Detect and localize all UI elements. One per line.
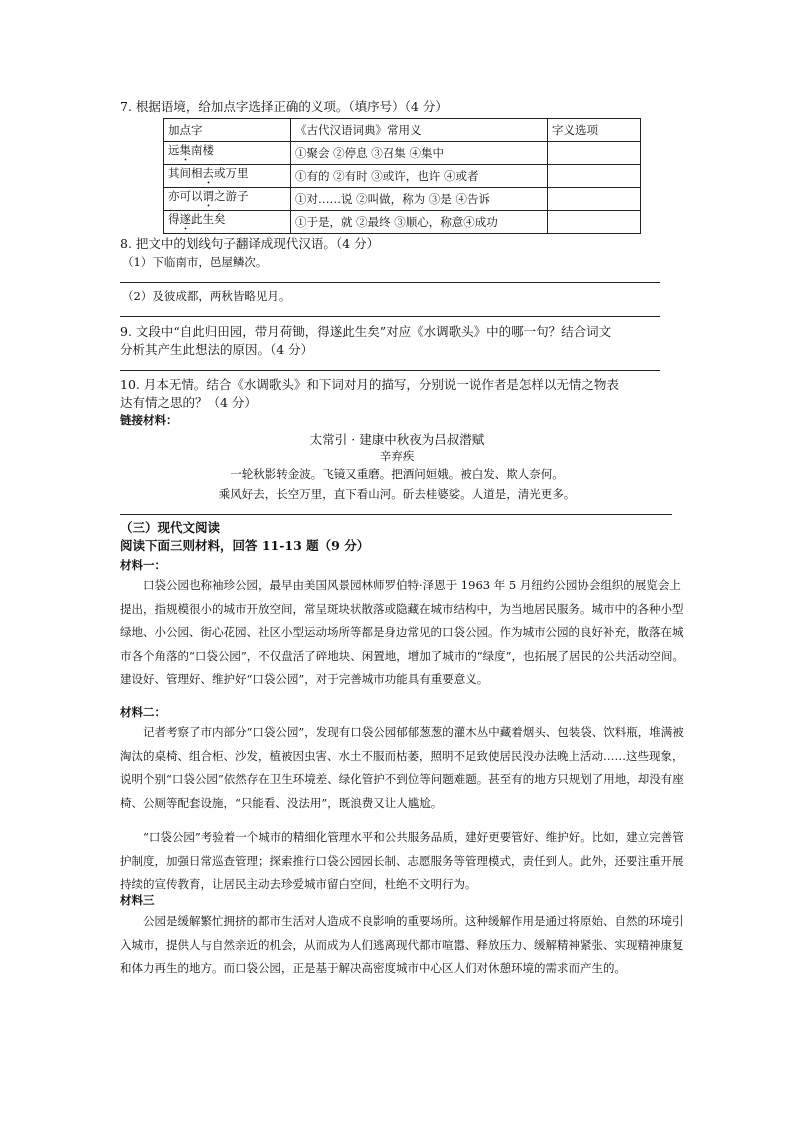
- q10-line-1: 10. 月本无情。结合《水调歌头》和下词对月的描写，分别说一说作者是怎样以无情之物表: [120, 377, 619, 392]
- q10-line-2: 达有情之思的？（4 分）: [120, 395, 257, 410]
- poem-line-1: 一轮秋影转金波。飞镜又重磨。把酒问姮娥。被白发、欺人奈何。: [230, 467, 564, 481]
- table-row: [164, 165, 641, 188]
- phrase-cell: 其间相去或万里: [164, 165, 291, 188]
- poem-author: 辛弃疾: [379, 449, 415, 463]
- section-instruction: 阅读下面三则材料，回答 11-13 题（9 分）: [120, 538, 370, 553]
- material-1-label: 材料一：: [120, 558, 166, 572]
- material-3-text: 公园是缓解繁忙拥挤的都市生活对人造成不良影响的重要场所。这种缓解作用是通过将原始、自然的环境引入城市，提供人与自然亲近的机会，从而成为人们逃离现代都市喧嚣、释放压力、缓解精神紧张、实现精神康复和体力再生的地方。而口袋公园，正是基于解决高密度城市中心区人们对休憩环境的需求而产生的。: [120, 914, 684, 975]
- q7-title: 7. 根据语境，给加点字选择正确的义项。（填序号）（4 分）: [120, 99, 448, 114]
- material-2-paragraph-2: “口袋公园”考验着一个城市的精细化管理水平和公共服务品质，建好更要管好、维护好。比如，建立完善管护制度，加强日常巡查管理；探索推行口袋公园园长制、志愿服务等管理模式，责任到人。此外，还要注重开展持续的宣传教育，让居民主动去珍爱城市留白空间，杜绝不文明行为。: [120, 830, 684, 891]
- dotted-char: 集: [179, 143, 191, 157]
- dotted-char: 谓: [202, 189, 214, 203]
- dotted-char: 遂: [179, 212, 191, 226]
- answer-cell[interactable]: [548, 211, 641, 234]
- header-cell: 加点字: [164, 119, 291, 142]
- material-1-text: 口袋公园也称袖珍公园，最早由美国风景园林师罗伯特·泽恩于 1963 年 5 月纽约公园协会组织的展览会上提出，指规模很小的城市开放空间，常呈斑块状散落或隐藏在城市结构中，为当地居民服务。城市中的各种小型绿地、小公园、街心花园、社区小型运动场所等都是身边常见的口袋公园。作为城市公园的良好补充，散落在城市各个角落的“口袋公园”，不仅盘活了碎地块、闲置地，增加了城市的“绿度”，也拓展了居民的公共活动空间。建设好、管理好、维护好“口袋公园”，对于完善城市功能具有重要意义。: [120, 578, 685, 686]
- q8-title: 8. 把文中的划线句子翻译成现代汉语。（4 分）: [120, 236, 380, 251]
- answer-line[interactable]: [120, 282, 660, 283]
- answer-line[interactable]: [120, 514, 672, 515]
- phrase-cell: 得遂此生矣: [164, 211, 291, 234]
- header-cell: 字义选项: [548, 119, 641, 142]
- q9-line-2: 分析其产生此想法的原因。（4 分）: [120, 342, 314, 357]
- meaning-cell: ①有的 ②有时 ③或许，也许 ④或者: [291, 165, 548, 188]
- q8-sentence-1: （1）下临南市，邑屋鳞次。: [122, 255, 268, 269]
- poem-title: 太常引 · 建康中秋夜为吕叔潜赋: [309, 432, 485, 447]
- meaning-cell: ①于是，就 ②最终 ③顺心，称意④成功: [291, 211, 548, 234]
- material-3-label: 材料三: [120, 893, 155, 907]
- section-heading: （三）现代文阅读: [120, 520, 221, 535]
- answer-line[interactable]: [120, 316, 660, 317]
- link-label: 链接材料：: [120, 413, 178, 427]
- material-2-paragraph-1: 记者考察了市内部分“口袋公园”，发现有口袋公园郁郁葱葱的灌木丛中藏着烟头、包装袋、饮料瓶，堆满被淘汰的桌椅、组合柜、沙发，植被因虫害、水土不服而枯萎，照明不足致使居民没办法晚上活动……这些现象，说明个别“口袋公园”依然存在卫生环境差、绿化管护不到位等问题难题。甚至有的地方只规划了用地，却没有座椅、公厕等配套设施，“只能看、没法用”，既浪费又让人尴尬。: [120, 725, 684, 810]
- answer-line[interactable]: [120, 370, 660, 371]
- vocab-table: [163, 118, 641, 234]
- table-row: [164, 142, 641, 165]
- table-header-row: [164, 119, 641, 142]
- material-2-label: 材料二：: [120, 705, 166, 719]
- poem-line-2: 乘风好去，长空万里，直下看山河。斫去桂婆娑。人道是，清光更多。: [218, 487, 576, 501]
- header-cell: 《古代汉语词典》常用义: [291, 119, 548, 142]
- answer-cell[interactable]: [548, 142, 641, 165]
- meaning-cell: ①对……说 ②叫做，称为 ③是 ④告诉: [291, 188, 548, 211]
- table-row: [164, 188, 641, 211]
- phrase-cell: 远集南楼: [164, 142, 291, 165]
- dotted-char: 去: [202, 166, 214, 180]
- q9-line-1: 9. 文段中“自此归田园，带月荷锄，得遂此生矣”对应《水调歌头》中的哪一句？结合词文: [120, 324, 612, 339]
- phrase-cell: 亦可以谓之游子: [164, 188, 291, 211]
- meaning-cell: ①聚会 ②停息 ③召集 ④集中: [291, 142, 548, 165]
- answer-cell[interactable]: [548, 188, 641, 211]
- answer-cell[interactable]: [548, 165, 641, 188]
- table-row: [164, 211, 641, 234]
- q8-sentence-2: （2）及彼成都，两秋皆略见月。: [122, 289, 291, 303]
